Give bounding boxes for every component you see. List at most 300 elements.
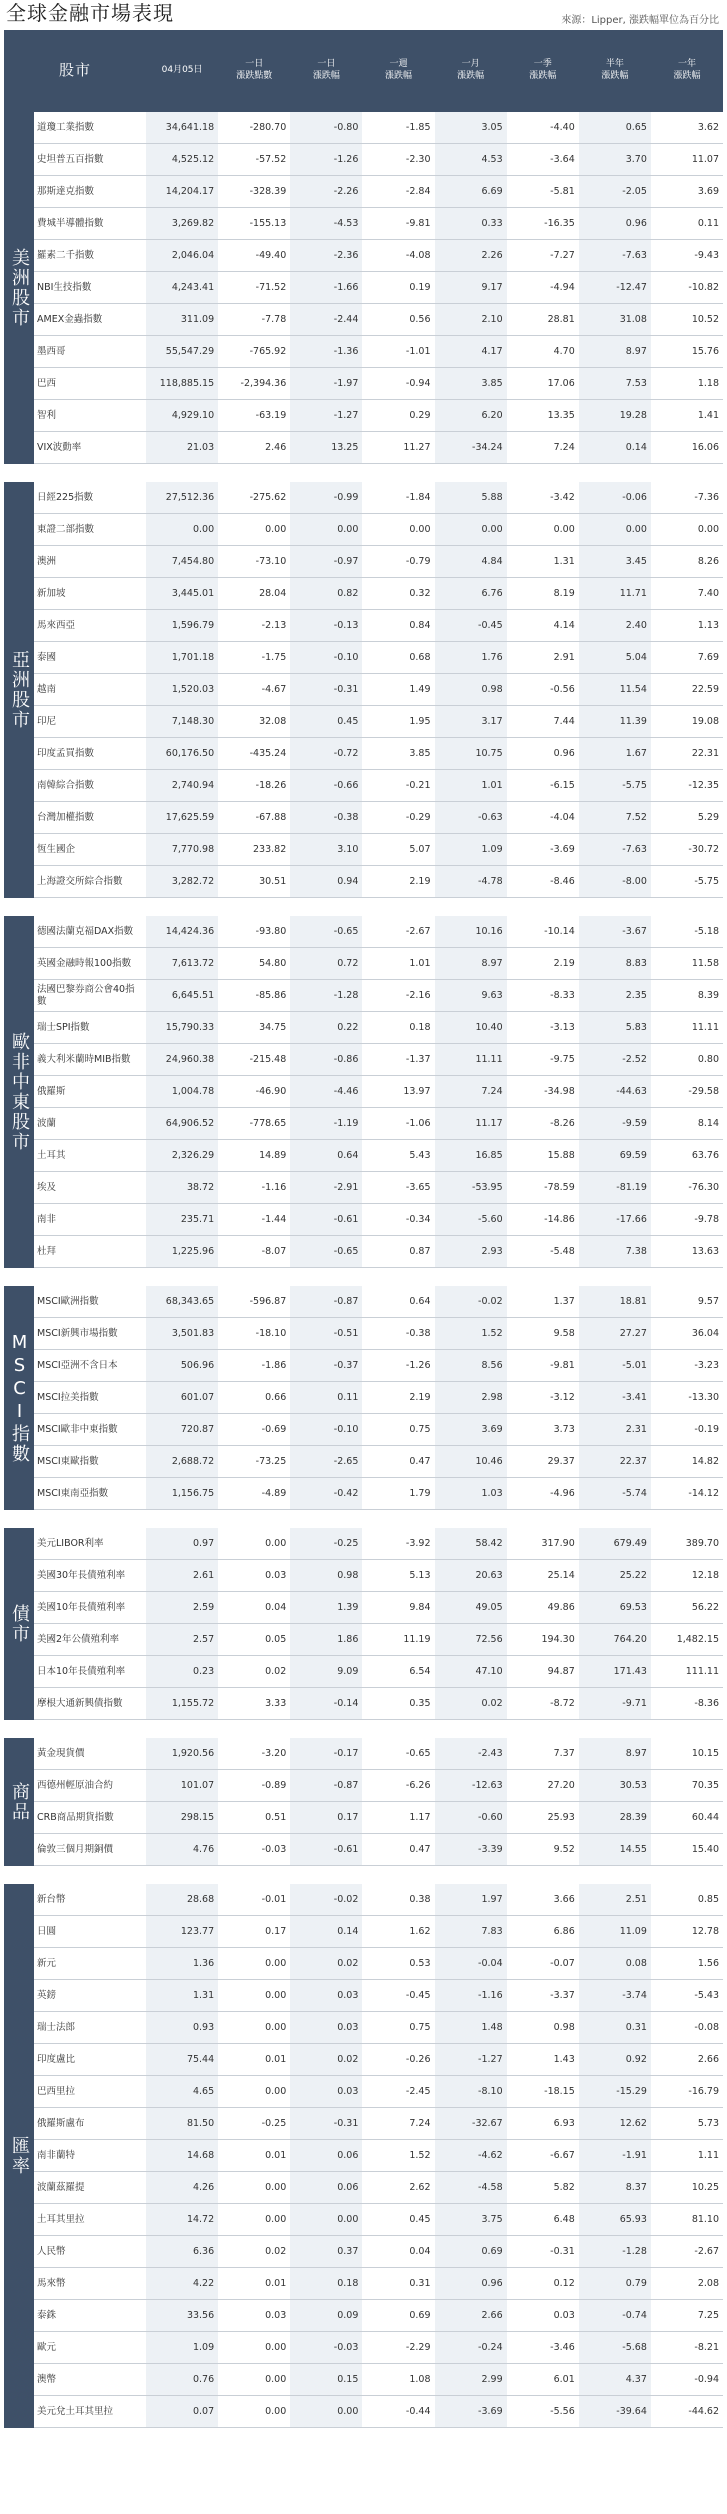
row-value: -9.81 [507, 1350, 579, 1382]
row-value: 0.22 [290, 1012, 362, 1044]
row-value: 0.01 [218, 2268, 290, 2300]
row-value: 27.27 [579, 1318, 651, 1350]
row-value: -435.24 [218, 738, 290, 770]
header-stock-market: 股市 [4, 30, 146, 112]
row-value: -3.39 [435, 1834, 507, 1866]
table-row [4, 1688, 723, 1720]
row-value: -4.46 [290, 1076, 362, 1108]
table-row [4, 1560, 723, 1592]
row-value: -2.84 [362, 176, 434, 208]
row-value: -2.26 [290, 176, 362, 208]
row-name: 道瓊工業指數 [34, 112, 146, 144]
row-name: 歐元 [34, 2332, 146, 2364]
header-column: 一年 漲跌幅 [651, 30, 723, 112]
row-value: 24,960.38 [146, 1044, 218, 1076]
row-value: 3,445.01 [146, 578, 218, 610]
row-value: -9.71 [579, 1688, 651, 1720]
row-value: -0.13 [290, 610, 362, 642]
row-value: 1,004.78 [146, 1076, 218, 1108]
row-name: 日本10年長債殖利率 [34, 1656, 146, 1688]
row-value: 2.98 [435, 1382, 507, 1414]
row-value: -18.15 [507, 2076, 579, 2108]
row-value: 25.14 [507, 1560, 579, 1592]
table-row [4, 336, 723, 368]
row-value: 7.69 [651, 642, 723, 674]
row-name: 南非蘭特 [34, 2140, 146, 2172]
row-value: 94.87 [507, 1656, 579, 1688]
table-row [4, 2396, 723, 2428]
row-name: 日圓 [34, 1916, 146, 1948]
row-value: -0.66 [290, 770, 362, 802]
section-label: 亞洲股市 [4, 482, 34, 898]
row-value: 0.64 [290, 1140, 362, 1172]
row-value: 1.95 [362, 706, 434, 738]
row-value: -2.67 [362, 916, 434, 948]
row-value: -0.44 [362, 2396, 434, 2428]
table-row [4, 1446, 723, 1478]
row-value: 68,343.65 [146, 1286, 218, 1318]
table-row [4, 1738, 723, 1770]
row-value: 2.59 [146, 1592, 218, 1624]
row-value: -0.08 [651, 2012, 723, 2044]
row-value: -9.75 [507, 1044, 579, 1076]
row-value: 0.76 [146, 2364, 218, 2396]
row-value: 0.00 [651, 514, 723, 546]
row-value: 1.37 [507, 1286, 579, 1318]
table-row [4, 1624, 723, 1656]
row-value: 118,885.15 [146, 368, 218, 400]
row-value: 10.40 [435, 1012, 507, 1044]
row-value: 3.70 [579, 144, 651, 176]
row-value: -1.91 [579, 2140, 651, 2172]
row-value: 3,282.72 [146, 866, 218, 898]
row-value: -0.38 [362, 1318, 434, 1350]
row-value: -78.59 [507, 1172, 579, 1204]
row-value: 0.98 [507, 2012, 579, 2044]
table-row [4, 2044, 723, 2076]
row-value: 12.78 [651, 1916, 723, 1948]
row-value: 11.71 [579, 578, 651, 610]
row-value: 5.43 [362, 1140, 434, 1172]
row-name: 俄羅斯盧布 [34, 2108, 146, 2140]
row-name: 泰國 [34, 642, 146, 674]
row-value: -0.97 [290, 546, 362, 578]
row-value: 10.75 [435, 738, 507, 770]
row-value: 49.05 [435, 1592, 507, 1624]
section-gap [4, 1866, 723, 1884]
section-spacer [4, 898, 723, 916]
section-spacer [4, 1510, 723, 1528]
row-value: -0.01 [218, 1884, 290, 1916]
row-value: 22.59 [651, 674, 723, 706]
row-value: 0.06 [290, 2140, 362, 2172]
row-value: -71.52 [218, 272, 290, 304]
row-name: 新元 [34, 1948, 146, 1980]
row-name: 史坦普五百指數 [34, 144, 146, 176]
row-value: -5.18 [651, 916, 723, 948]
row-value: 0.38 [362, 1884, 434, 1916]
row-value: 1.11 [651, 2140, 723, 2172]
row-value: -18.10 [218, 1318, 290, 1350]
row-value: 7.25 [651, 2300, 723, 2332]
row-value: 15.76 [651, 336, 723, 368]
row-value: 0.02 [218, 1656, 290, 1688]
row-value: 6,645.51 [146, 980, 218, 1012]
row-value: 34,641.18 [146, 112, 218, 144]
row-value: -0.87 [290, 1770, 362, 1802]
row-name: 那斯達克指數 [34, 176, 146, 208]
row-name: 黃金現貨價 [34, 1738, 146, 1770]
table-row [4, 642, 723, 674]
row-value: 1,596.79 [146, 610, 218, 642]
page-title: 全球金融市場表現 [6, 1, 174, 25]
row-value: -15.29 [579, 2076, 651, 2108]
row-value: -1.85 [362, 112, 434, 144]
row-value: 11.27 [362, 432, 434, 464]
row-value: 0.72 [290, 948, 362, 980]
row-value: 2.31 [579, 1414, 651, 1446]
row-value: -8.00 [579, 866, 651, 898]
row-value: 0.00 [218, 2364, 290, 2396]
table-row [4, 2108, 723, 2140]
row-value: -2.16 [362, 980, 434, 1012]
row-name: MSCI亞洲不含日本 [34, 1350, 146, 1382]
row-value: 3.66 [507, 1884, 579, 1916]
row-value: 14,424.36 [146, 916, 218, 948]
row-value: 4.26 [146, 2172, 218, 2204]
row-name: 新加坡 [34, 578, 146, 610]
row-value: 7.83 [435, 1916, 507, 1948]
row-name: 恆生國企 [34, 834, 146, 866]
row-name: 泰銖 [34, 2300, 146, 2332]
row-value: 1,701.18 [146, 642, 218, 674]
row-value: 0.00 [218, 1528, 290, 1560]
row-value: 3.33 [218, 1688, 290, 1720]
row-value: 1,920.56 [146, 1738, 218, 1770]
row-value: 0.65 [579, 112, 651, 144]
row-value: -1.28 [290, 980, 362, 1012]
row-value: -93.80 [218, 916, 290, 948]
row-value: 16.85 [435, 1140, 507, 1172]
table-row [4, 2012, 723, 2044]
row-value: 0.00 [218, 514, 290, 546]
row-value: 298.15 [146, 1802, 218, 1834]
row-value: 3.45 [579, 546, 651, 578]
table-row [4, 948, 723, 980]
row-value: 34.75 [218, 1012, 290, 1044]
row-value: 317.90 [507, 1528, 579, 1560]
row-value: 3.17 [435, 706, 507, 738]
row-value: 16.06 [651, 432, 723, 464]
row-value: 30.53 [579, 1770, 651, 1802]
row-value: 0.00 [218, 2012, 290, 2044]
row-value: 1.03 [435, 1478, 507, 1510]
row-value: -5.75 [651, 866, 723, 898]
row-name: 倫敦三個月期銅價 [34, 1834, 146, 1866]
row-value: 9.58 [507, 1318, 579, 1350]
row-value: -10.14 [507, 916, 579, 948]
row-value: 4.84 [435, 546, 507, 578]
table-row [4, 514, 723, 546]
row-value: -2.67 [651, 2236, 723, 2268]
row-value: 1.31 [146, 1980, 218, 2012]
row-value: -0.25 [218, 2108, 290, 2140]
row-value: 29.37 [507, 1446, 579, 1478]
section-spacer [4, 1720, 723, 1738]
row-value: 3,269.82 [146, 208, 218, 240]
row-value: 18.81 [579, 1286, 651, 1318]
row-value: 5.07 [362, 834, 434, 866]
row-value: 1.09 [146, 2332, 218, 2364]
row-value: 13.97 [362, 1076, 434, 1108]
row-value: 0.00 [290, 514, 362, 546]
row-value: -0.61 [290, 1204, 362, 1236]
row-name: 印度孟買指數 [34, 738, 146, 770]
row-name: MSCI新興市場指數 [34, 1318, 146, 1350]
row-value: -0.72 [290, 738, 362, 770]
row-value: -0.29 [362, 802, 434, 834]
row-value: -49.40 [218, 240, 290, 272]
row-value: 0.03 [218, 1560, 290, 1592]
row-value: 0.03 [218, 2300, 290, 2332]
row-value: 10.25 [651, 2172, 723, 2204]
row-name: 波蘭 [34, 1108, 146, 1140]
row-value: 0.14 [579, 432, 651, 464]
row-value: 0.00 [218, 1980, 290, 2012]
row-value: 1.39 [290, 1592, 362, 1624]
row-value: 2.46 [218, 432, 290, 464]
row-value: 1.08 [362, 2364, 434, 2396]
row-value: -73.10 [218, 546, 290, 578]
row-value: -1.26 [362, 1350, 434, 1382]
row-value: -0.99 [290, 482, 362, 514]
section-label: 歐非中東股市 [4, 916, 34, 1268]
row-value: 2.93 [435, 1236, 507, 1268]
row-value: -3.20 [218, 1738, 290, 1770]
row-value: 33.56 [146, 2300, 218, 2332]
row-value: 5.82 [507, 2172, 579, 2204]
row-value: -4.53 [290, 208, 362, 240]
row-value: 14.55 [579, 1834, 651, 1866]
table-row [4, 706, 723, 738]
row-value: 0.00 [218, 2204, 290, 2236]
row-value: 0.17 [218, 1916, 290, 1948]
row-value: 0.01 [218, 2140, 290, 2172]
row-value: 0.47 [362, 1446, 434, 1478]
row-value: 679.49 [579, 1528, 651, 1560]
row-value: 27.20 [507, 1770, 579, 1802]
row-value: -0.03 [218, 1834, 290, 1866]
section-label: 商品 [4, 1738, 34, 1866]
table-row [4, 400, 723, 432]
row-value: 7,454.80 [146, 546, 218, 578]
row-value: 69.53 [579, 1592, 651, 1624]
row-value: -18.26 [218, 770, 290, 802]
row-value: 0.82 [290, 578, 362, 610]
row-value: 2.35 [579, 980, 651, 1012]
row-value: 63.76 [651, 1140, 723, 1172]
row-value: 1.18 [651, 368, 723, 400]
row-value: 38.72 [146, 1172, 218, 1204]
row-name: 摩根大通新興債指數 [34, 1688, 146, 1720]
row-value: 2.61 [146, 1560, 218, 1592]
row-value: -3.69 [435, 2396, 507, 2428]
row-value: 30.51 [218, 866, 290, 898]
row-value: 2.26 [435, 240, 507, 272]
section-gap [4, 1720, 723, 1738]
row-value: 3.69 [651, 176, 723, 208]
row-value: 3.05 [435, 112, 507, 144]
row-name: 美國10年長債殖利率 [34, 1592, 146, 1624]
row-value: 1.43 [507, 2044, 579, 2076]
row-value: 1.62 [362, 1916, 434, 1948]
row-name: 英鎊 [34, 1980, 146, 2012]
row-name: 波蘭茲羅提 [34, 2172, 146, 2204]
row-value: 2.10 [435, 304, 507, 336]
row-value: -34.24 [435, 432, 507, 464]
row-value: -5.60 [435, 1204, 507, 1236]
row-value: 8.83 [579, 948, 651, 980]
table-row [4, 1044, 723, 1076]
table-row [4, 208, 723, 240]
row-name: 澳幣 [34, 2364, 146, 2396]
section-spacer [4, 1866, 723, 1884]
row-value: 0.35 [362, 1688, 434, 1720]
row-value: 0.64 [362, 1286, 434, 1318]
row-value: -0.04 [435, 1948, 507, 1980]
row-value: 8.26 [651, 546, 723, 578]
row-value: 4,929.10 [146, 400, 218, 432]
row-value: 9.09 [290, 1656, 362, 1688]
row-value: 7.24 [435, 1076, 507, 1108]
table-row [4, 1528, 723, 1560]
row-name: MSCI東歐指數 [34, 1446, 146, 1478]
row-value: -0.02 [290, 1884, 362, 1916]
row-value: 21.03 [146, 432, 218, 464]
row-value: 72.56 [435, 1624, 507, 1656]
row-value: 1.76 [435, 642, 507, 674]
row-value: -328.39 [218, 176, 290, 208]
row-value: 8.97 [435, 948, 507, 980]
row-value: -2.30 [362, 144, 434, 176]
row-value: 0.32 [362, 578, 434, 610]
row-value: 0.69 [362, 2300, 434, 2332]
table-row [4, 432, 723, 464]
row-value: -0.25 [290, 1528, 362, 1560]
row-value: 111.11 [651, 1656, 723, 1688]
row-value: 6.76 [435, 578, 507, 610]
row-value: 0.97 [146, 1528, 218, 1560]
row-value: -155.13 [218, 208, 290, 240]
row-value: 69.59 [579, 1140, 651, 1172]
row-value: -4.94 [507, 272, 579, 304]
row-name: 美國2年公債殖利率 [34, 1624, 146, 1656]
row-value: 0.02 [435, 1688, 507, 1720]
header-column: 半年 漲跌幅 [579, 30, 651, 112]
row-name: 俄羅斯 [34, 1076, 146, 1108]
row-name: 英國金融時報100指數 [34, 948, 146, 980]
row-value: 17,625.59 [146, 802, 218, 834]
row-name: 越南 [34, 674, 146, 706]
row-value: 13.25 [290, 432, 362, 464]
row-value: -29.58 [651, 1076, 723, 1108]
row-value: 0.06 [290, 2172, 362, 2204]
row-value: -5.68 [579, 2332, 651, 2364]
table-row [4, 1948, 723, 1980]
row-value: 65.93 [579, 2204, 651, 2236]
row-value: 11.19 [362, 1624, 434, 1656]
row-value: -7.63 [579, 834, 651, 866]
row-value: 0.11 [290, 1382, 362, 1414]
header-column: 一季 漲跌幅 [507, 30, 579, 112]
table-row [4, 802, 723, 834]
row-value: 1,155.72 [146, 1688, 218, 1720]
row-value: -1.01 [362, 336, 434, 368]
row-value: 12.62 [579, 2108, 651, 2140]
section-gap [4, 1268, 723, 1286]
row-name: VIX波動率 [34, 432, 146, 464]
table-row [4, 2300, 723, 2332]
table-row [4, 176, 723, 208]
row-value: -63.19 [218, 400, 290, 432]
row-value: 1,156.75 [146, 1478, 218, 1510]
row-value: -1.37 [362, 1044, 434, 1076]
row-value: 6.20 [435, 400, 507, 432]
row-value: 10.46 [435, 1446, 507, 1478]
row-value: -14.12 [651, 1478, 723, 1510]
table-row [4, 1382, 723, 1414]
row-value: 0.69 [435, 2236, 507, 2268]
table-row [4, 546, 723, 578]
row-value: 233.82 [218, 834, 290, 866]
row-value: 81.50 [146, 2108, 218, 2140]
row-name: MSCI歐非中東指數 [34, 1414, 146, 1446]
row-value: -1.36 [290, 336, 362, 368]
row-value: 764.20 [579, 1624, 651, 1656]
row-name: MSCI歐洲指數 [34, 1286, 146, 1318]
row-value: 0.96 [435, 2268, 507, 2300]
row-value: 0.04 [218, 1592, 290, 1624]
row-value: -2.91 [290, 1172, 362, 1204]
row-value: 0.02 [290, 1948, 362, 1980]
row-value: 6.86 [507, 1916, 579, 1948]
row-name: 瑞士SPI指數 [34, 1012, 146, 1044]
table-row [4, 866, 723, 898]
row-value: 601.07 [146, 1382, 218, 1414]
row-value: -8.46 [507, 866, 579, 898]
row-value: 2.19 [362, 1382, 434, 1414]
row-name: 新台幣 [34, 1884, 146, 1916]
row-value: -0.65 [362, 1738, 434, 1770]
row-value: 0.29 [362, 400, 434, 432]
row-value: -2.05 [579, 176, 651, 208]
table-row [4, 368, 723, 400]
table-row [4, 1076, 723, 1108]
row-value: 8.14 [651, 1108, 723, 1140]
row-value: -7.27 [507, 240, 579, 272]
row-value: -0.80 [290, 112, 362, 144]
row-name: 南非 [34, 1204, 146, 1236]
section-label: MSCI指數 [4, 1286, 34, 1510]
row-value: 0.85 [651, 1884, 723, 1916]
row-value: -5.75 [579, 770, 651, 802]
row-value: 28.81 [507, 304, 579, 336]
table-row [4, 1980, 723, 2012]
row-value: 12.18 [651, 1560, 723, 1592]
row-value: 0.00 [435, 514, 507, 546]
row-value: 6.54 [362, 1656, 434, 1688]
row-value: 0.19 [362, 272, 434, 304]
